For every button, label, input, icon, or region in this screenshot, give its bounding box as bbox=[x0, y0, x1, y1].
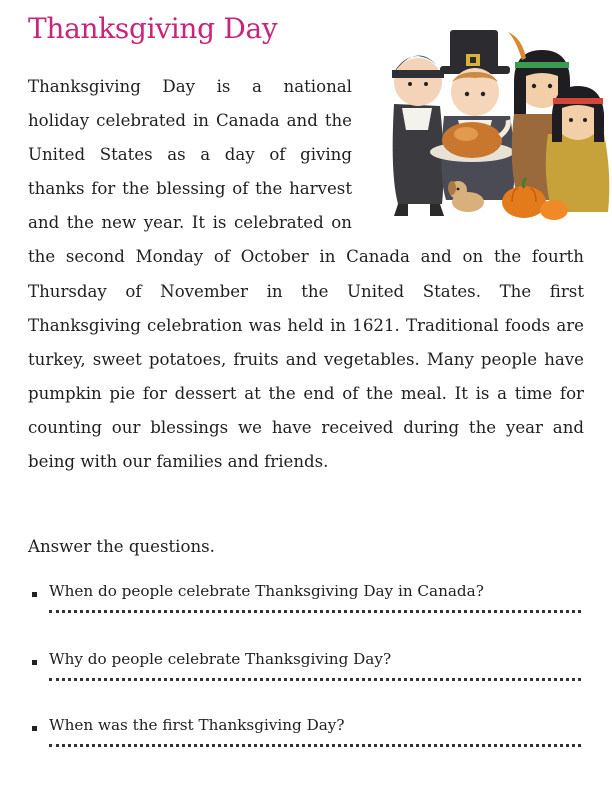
answer-line[interactable] bbox=[49, 744, 581, 747]
page-title: Thanksgiving Day bbox=[28, 12, 278, 45]
passage-text: Thanksgiving Day is a national holiday celebrated in Canada and the United States as a day of giving thanks for the blessing of the harvest and the new year. It is celebrated on the second Monday of October in Canada and on the fourth Thursday of November in the United States. The first Thanksgiving celebration was held in 1621. Traditional foods are turkey, sweet potatoes, fruits and vegetables. Many people have pumpkin pie for dessert at the end of the meal. It is a time for counting our blessings we have received during the year and being with our families and friends. bbox=[28, 77, 584, 472]
question-text: Why do people celebrate Thanksgiving Day? bbox=[49, 650, 392, 668]
questions-heading: Answer the questions. bbox=[28, 537, 215, 556]
question-text: When do people celebrate Thanksgiving Day in Canada? bbox=[49, 582, 484, 600]
square-bullet-icon bbox=[32, 660, 37, 665]
illustration-text-wrap bbox=[352, 70, 584, 240]
question-text: When was the first Thanksgiving Day? bbox=[49, 716, 345, 734]
square-bullet-icon bbox=[32, 592, 37, 597]
reading-passage bbox=[28, 70, 584, 479]
square-bullet-icon bbox=[32, 726, 37, 731]
answer-line[interactable] bbox=[49, 678, 581, 681]
answer-line[interactable] bbox=[49, 610, 581, 613]
